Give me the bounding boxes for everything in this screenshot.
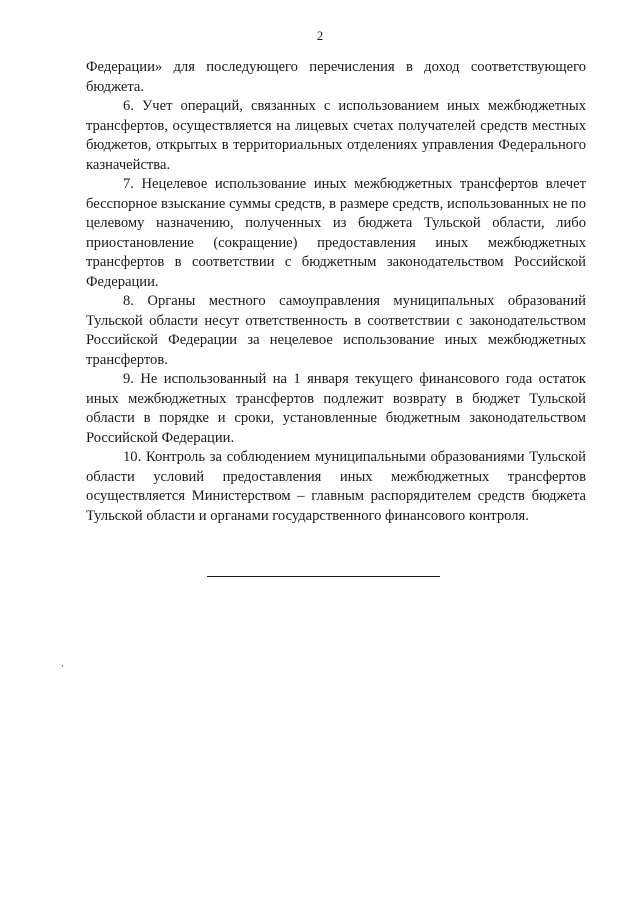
paragraph-continuation: Федерации» для последующего перечисления в доход соответствующего бюджета. bbox=[86, 59, 586, 95]
document-body bbox=[86, 58, 586, 526]
paragraph-10: 10. Контроль за соблюдением муниципальными образованиями Тульской области условий предоставления иных межбюджетных трансфертов осуществляется Министерством – главным распорядителем средств бюджета Тульской области и органами государственного финансового контроля. bbox=[86, 449, 586, 524]
scan-mark bbox=[62, 665, 63, 667]
page-number: 2 bbox=[316, 28, 324, 43]
end-divider-line bbox=[207, 576, 440, 577]
paragraph-8: 8. Органы местного самоуправления муниципальных образований Тульской области несут ответственность в соответствии с законодательством Российской Федерации за нецелевое использование иных межбюджетных трансфертов. bbox=[86, 293, 586, 368]
paragraph-7: 7. Нецелевое использование иных межбюджетных трансфертов влечет бесспорное взыскание суммы средств, в размере средств, использованных не по целевому назначению, полученных из бюджета Тульской области, либо приостановление (сокращение) предоставления иных межбюджетных трансфертов в соответствии с бюджетным законодательством Российской Федерации. bbox=[86, 176, 586, 290]
paragraph-6: 6. Учет операций, связанных с использованием иных межбюджетных трансфертов, осуществляется на лицевых счетах получателей средств местных бюджетов, открытых в территориальных отделениях управления Федерального казначейства. bbox=[86, 98, 586, 173]
paragraph-9: 9. Не использованный на 1 января текущего финансового года остаток иных межбюджетных трансфертов подлежит возврату в бюджет Тульской области в порядке и сроки, установленные бюджетным законодательством Российской Федерации. bbox=[86, 371, 586, 446]
